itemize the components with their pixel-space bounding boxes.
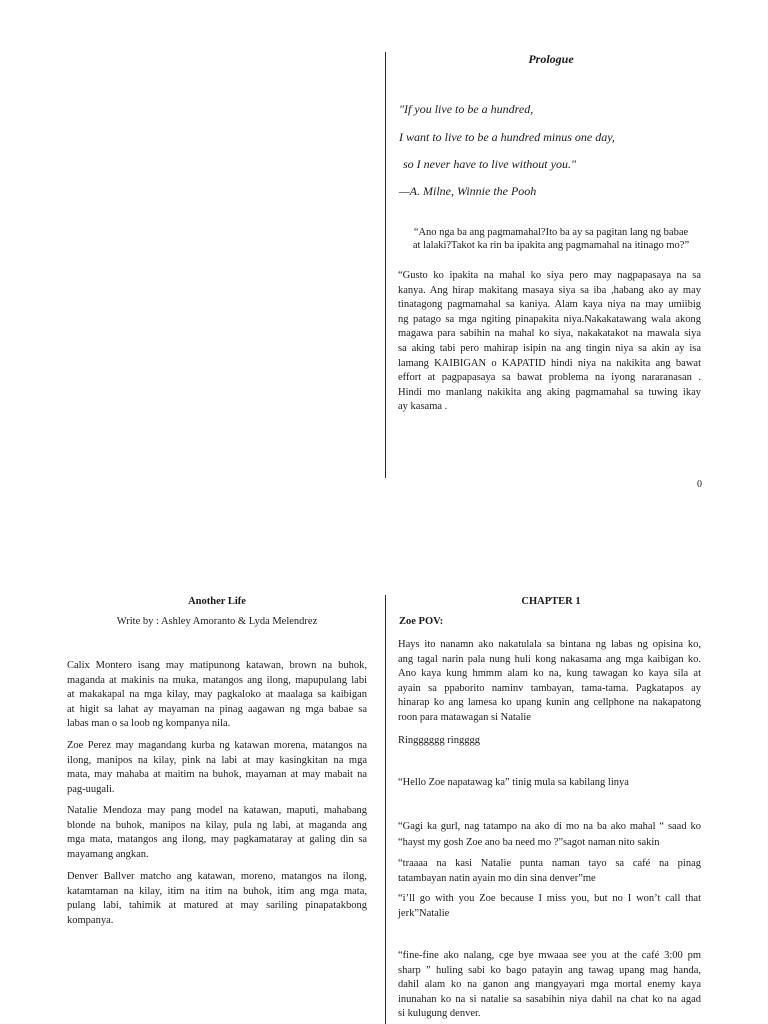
paragraph-line: lamang KAIBIGAN o KAPATID hindi niya na nakikita ang bawat xyxy=(398,357,701,369)
epigraph-line: "If you live to be a hundred, xyxy=(399,102,534,116)
epigraph-line: so I never have to live without you." xyxy=(403,157,576,171)
paragraph-line: tatambayan natin ayain mo din sina denver”me xyxy=(398,872,596,884)
paragraph-line: jerk”Natalie xyxy=(398,907,450,919)
character-description xyxy=(67,870,367,928)
paragraph-line: “Hello Zoe napatawag ka” tinig mula sa kabilang linya xyxy=(398,777,629,788)
chapter-paragraph xyxy=(398,638,701,726)
paragraph-line: at higit sa lahat ay mayaman na pinag aagawan ng mga babae sa xyxy=(67,703,367,715)
paragraph-line: roon para matawagan si Natalie xyxy=(398,711,531,723)
paragraph-line: ayain sa ppaborito naminv tambayan, tama-tama. Pagkatapos ay xyxy=(398,682,701,694)
paragraph-line: sa aking tabi pero mahirap isipin na ang tingin niya sa akin ay isa xyxy=(398,342,701,354)
prologue-question xyxy=(398,226,704,252)
paragraph-line: pag-uugali. xyxy=(67,783,115,795)
paragraph-line: pulang labi, tahimik at matured at may sariling pinapatakbong xyxy=(67,900,367,912)
page-divider xyxy=(385,52,386,478)
paragraph-line: si kulugung denver. xyxy=(398,1008,481,1020)
paragraph-line: kompanya. xyxy=(67,914,114,926)
paragraph-line: ng patago sa mga ngiting pinapakita niya.Nakakatawang wala akong xyxy=(398,313,701,325)
paragraph-line: Ano kaya kung hmmm alam ko na, kung tawagan ko kaya sila at xyxy=(398,668,701,680)
paragraph-line: ilong, manipos na kilay, pink na labi at may kasingkitan na mga xyxy=(67,754,367,766)
paragraph-line: tinatagong pagmamahal sa kaniya. Alam kaya niya na may umiibig xyxy=(398,299,701,311)
character-description xyxy=(67,659,367,732)
paragraph-line: Denver Ballver matcho ang katawan, moreno, matangos na ilong, xyxy=(67,871,367,882)
paragraph-line: inunahan ko na si natalie sa sasabihin niya dahil na chat ko na agad xyxy=(398,993,701,1005)
page-number: 0 xyxy=(697,479,702,490)
page-divider xyxy=(385,595,386,1024)
chapter-paragraph xyxy=(398,857,701,886)
chapter-paragraph xyxy=(398,819,701,851)
prologue-title: Prologue xyxy=(528,52,574,66)
paragraph-line: mayamang angkan. xyxy=(67,848,149,860)
paragraph-line: effort at pagpapasaya sa bawat problema na iyong nararanasan . xyxy=(398,372,701,384)
paragraph-line: “Gagi ka gurl, nag tatampo na ako di mo na ba ako mahal “ saad ko xyxy=(398,821,701,832)
character-description xyxy=(67,804,367,862)
paragraph-line: mata, may mahaba at maitim na buhok, mayaman at may mabait na xyxy=(67,769,367,781)
paragraph-line: katamtaman na kilay, itim na itim na buhok, itim ang mga mata, xyxy=(67,885,367,897)
paragraph-line: hinarap ko ang lamesa ko upang kunin ang cellphone na nakapatong xyxy=(398,697,701,709)
book-title: Another Life xyxy=(188,596,246,607)
question-line: at lalaki?Takot ka rin ba ipakita ang pagmamahal na itinago mo?” xyxy=(412,240,690,251)
byline: Write by : Ashley Amoranto & Lyda Melendrez xyxy=(116,616,318,627)
character-description xyxy=(67,739,367,797)
paragraph-line: sharp ” huling sabi ko bago patayin ang tawag upang mag handa, xyxy=(398,964,701,976)
paragraph-line: Zoe Perez may magandang kurba ng katawan morena, matangos na xyxy=(67,740,367,751)
epigraph-line: I want to live to be a hundred minus one day, xyxy=(399,130,615,144)
paragraph-line: dahil alam ko na ganon ang mangyayari mga mortal enemy kaya xyxy=(398,979,701,991)
paragraph-line: mga mata, matangos ang ilong, may pagkamataray at galing din sa xyxy=(67,834,367,846)
paragraph-line: magawa para sabihin na mahal ko siya, nakakatakot na mawala siya xyxy=(398,328,701,340)
chapter-title: CHAPTER 1 xyxy=(521,596,581,607)
chapter-paragraph xyxy=(398,776,701,791)
paragraph-line: ang tagal narin pala nung huli kong nakasama ang mga kaibigan ko. xyxy=(398,653,701,665)
prologue-paragraph xyxy=(398,269,701,415)
paragraph-line: maganda at makinis na muka, matangos ang ilong, mapupulang labi xyxy=(67,674,367,686)
chapter-paragraph xyxy=(398,949,701,1022)
paragraph-line: “i’ll go with you Zoe because I miss you, but no I won’t call that xyxy=(398,893,701,904)
paragraph-line: Hays ito nanamn ako nakatulala sa bintana ng labas ng opisina ko, xyxy=(398,639,701,650)
paragraph-line: Hindi mo manlang nakikita ang aking pagmamahal sa tuwing ikay xyxy=(398,386,701,398)
chapter-paragraph xyxy=(398,892,701,921)
pov-label: Zoe POV: xyxy=(399,616,444,627)
question-line: “Ano nga ba ang pagmamahal?Ito ba ay sa pagitan lang ng babae xyxy=(413,227,689,238)
paragraph-line: ay kasama . xyxy=(398,401,448,413)
paragraph-line: Calix Montero isang may matipunong katawan, brown na buhok, xyxy=(67,660,367,671)
epigraph-attribution: —A. Milne, Winnie the Pooh xyxy=(399,184,537,198)
paragraph-line: “fine-fine ako nalang, cge bye mwaaa see you at the café 3:00 pm xyxy=(398,950,701,961)
paragraph-line: “hayst my gosh Zoe ano ba need mo ?”sagot naman nito sakin xyxy=(398,837,660,848)
paragraph-line: “Gusto ko ipakita na mahal ko siya pero may nagpapasaya na sa xyxy=(398,270,701,281)
paragraph-line: Natalie Mendoza may pang model na katawan, maputi, mahabang xyxy=(67,805,367,816)
paragraph-line: Ringggggg ringggg xyxy=(398,735,480,746)
paragraph-line: kanya. Ang hirap makitang masaya siya sa iba ,habang ako ay may xyxy=(398,284,701,296)
paragraph-line: “traaaa na kasi Natalie punta naman tayo sa café na pinag xyxy=(398,858,701,869)
paragraph-line: blonde na buhok, manipos na kilay, pula ng labi, at maganda ang xyxy=(67,819,367,831)
chapter-paragraph xyxy=(398,734,701,749)
paragraph-line: at makakapal na mga kilay, may pagkaloko at maalaga sa kaibigan xyxy=(67,689,367,701)
paragraph-line: labas man o sa loob ng kompanya nila. xyxy=(67,718,231,730)
